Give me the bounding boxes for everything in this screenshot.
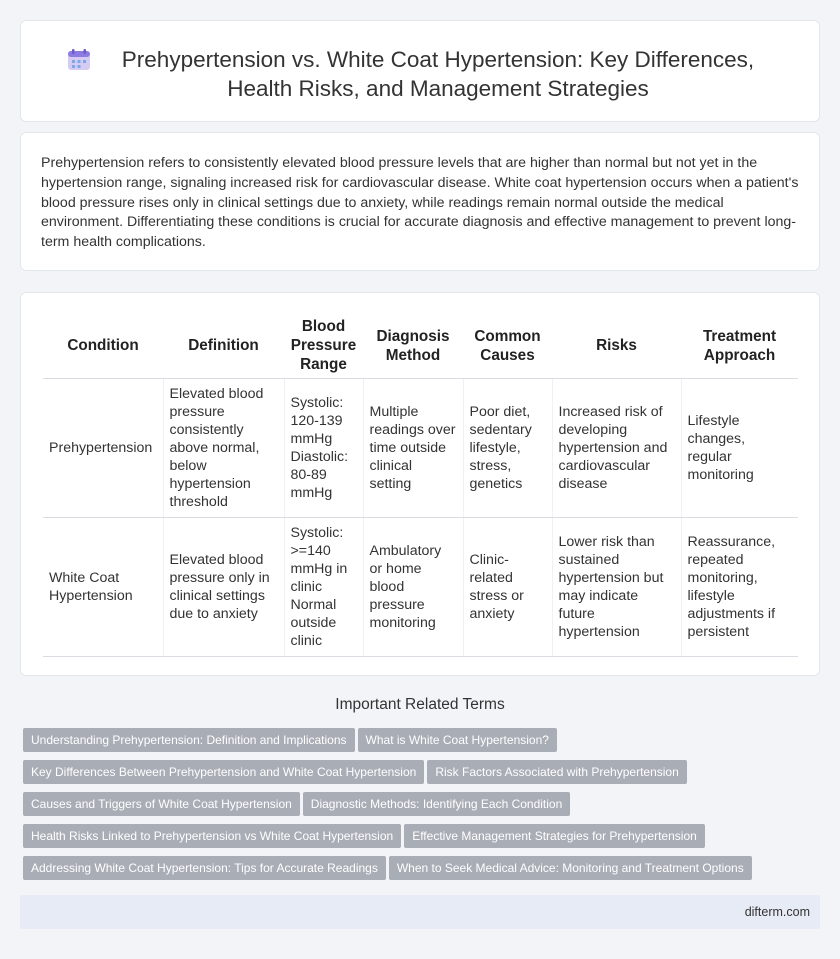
table-cell: Ambulatory or home blood pressure monitoring — [363, 518, 463, 657]
table-cell: Systolic: >=140 mmHg in clinic Normal outside clinic — [284, 518, 363, 657]
related-term-link[interactable]: Causes and Triggers of White Coat Hypertension — [23, 792, 300, 816]
column-header: Risks — [552, 314, 681, 379]
comparison-table-card — [20, 292, 820, 676]
related-term-link[interactable]: Key Differences Between Prehypertension and White Coat Hypertension — [23, 760, 424, 784]
page-title: Prehypertension vs. White Coat Hypertension: Key Differences, Health Risks, and Management Strategies — [121, 47, 755, 101]
table-cell: Systolic: 120-139 mmHg Diastolic: 80-89 mmHg — [284, 379, 363, 518]
column-header: Condition — [43, 314, 163, 379]
related-term-link[interactable]: Risk Factors Associated with Prehypertension — [427, 760, 686, 784]
table-header-row — [43, 314, 798, 379]
title-card — [20, 20, 820, 122]
related-term-link[interactable]: What is White Coat Hypertension? — [358, 728, 557, 752]
footer-site-link[interactable]: difterm.com — [744, 905, 810, 919]
table-cell: White Coat Hypertension — [43, 518, 163, 657]
related-term-link[interactable]: Addressing White Coat Hypertension: Tips for Accurate Readings — [23, 856, 386, 880]
table-cell: Elevated blood pressure consistently above normal, below hypertension threshold — [163, 379, 284, 518]
column-header: Blood Pressure Range — [284, 314, 363, 379]
column-header: Definition — [163, 314, 284, 379]
table-cell: Lower risk than sustained hypertension but may indicate future hypertension — [552, 518, 681, 657]
column-header: Treatment Approach — [681, 314, 798, 379]
intro-paragraph: Prehypertension refers to consistently elevated blood pressure levels that are higher than normal but not yet in the hypertension range, signaling increased risk for cardiovascular disease. White coat hypertension occurs when a patient's blood pressure rises only in clinical settings due to anxiety, while readings remain normal outside the medical environment. Differentiating these conditions is crucial for accurate diagnosis and effective management to prevent long-term health complications. — [41, 155, 799, 251]
related-term-link[interactable]: Understanding Prehypertension: Definition and Implications — [23, 728, 355, 752]
related-term-link[interactable]: When to Seek Medical Advice: Monitoring and Treatment Options — [389, 856, 752, 880]
table-cell: Reassurance, repeated monitoring, lifestyle adjustments if persistent — [681, 518, 798, 657]
related-term-link[interactable]: Diagnostic Methods: Identifying Each Condition — [303, 792, 570, 816]
table-row — [43, 379, 798, 518]
related-terms-list — [23, 728, 818, 888]
table-cell: Lifestyle changes, regular monitoring — [681, 379, 798, 518]
table-cell: Multiple readings over time outside clinical setting — [363, 379, 463, 518]
table-row — [43, 518, 798, 657]
footer — [20, 895, 820, 929]
related-term-link[interactable]: Health Risks Linked to Prehypertension vs White Coat Hypertension — [23, 824, 401, 848]
table-cell: Poor diet, sedentary lifestyle, stress, genetics — [463, 379, 552, 518]
table-cell: Prehypertension — [43, 379, 163, 518]
table-cell: Clinic-related stress or anxiety — [463, 518, 552, 657]
column-header: Common Causes — [463, 314, 552, 379]
table-cell: Increased risk of developing hypertension and cardiovascular disease — [552, 379, 681, 518]
comparison-table — [43, 314, 798, 657]
column-header: Diagnosis Method — [363, 314, 463, 379]
related-terms-heading: Important Related Terms — [335, 696, 505, 713]
table-cell: Elevated blood pressure only in clinical settings due to anxiety — [163, 518, 284, 657]
intro-card — [20, 132, 820, 271]
related-term-link[interactable]: Effective Management Strategies for Prehypertension — [404, 824, 705, 848]
